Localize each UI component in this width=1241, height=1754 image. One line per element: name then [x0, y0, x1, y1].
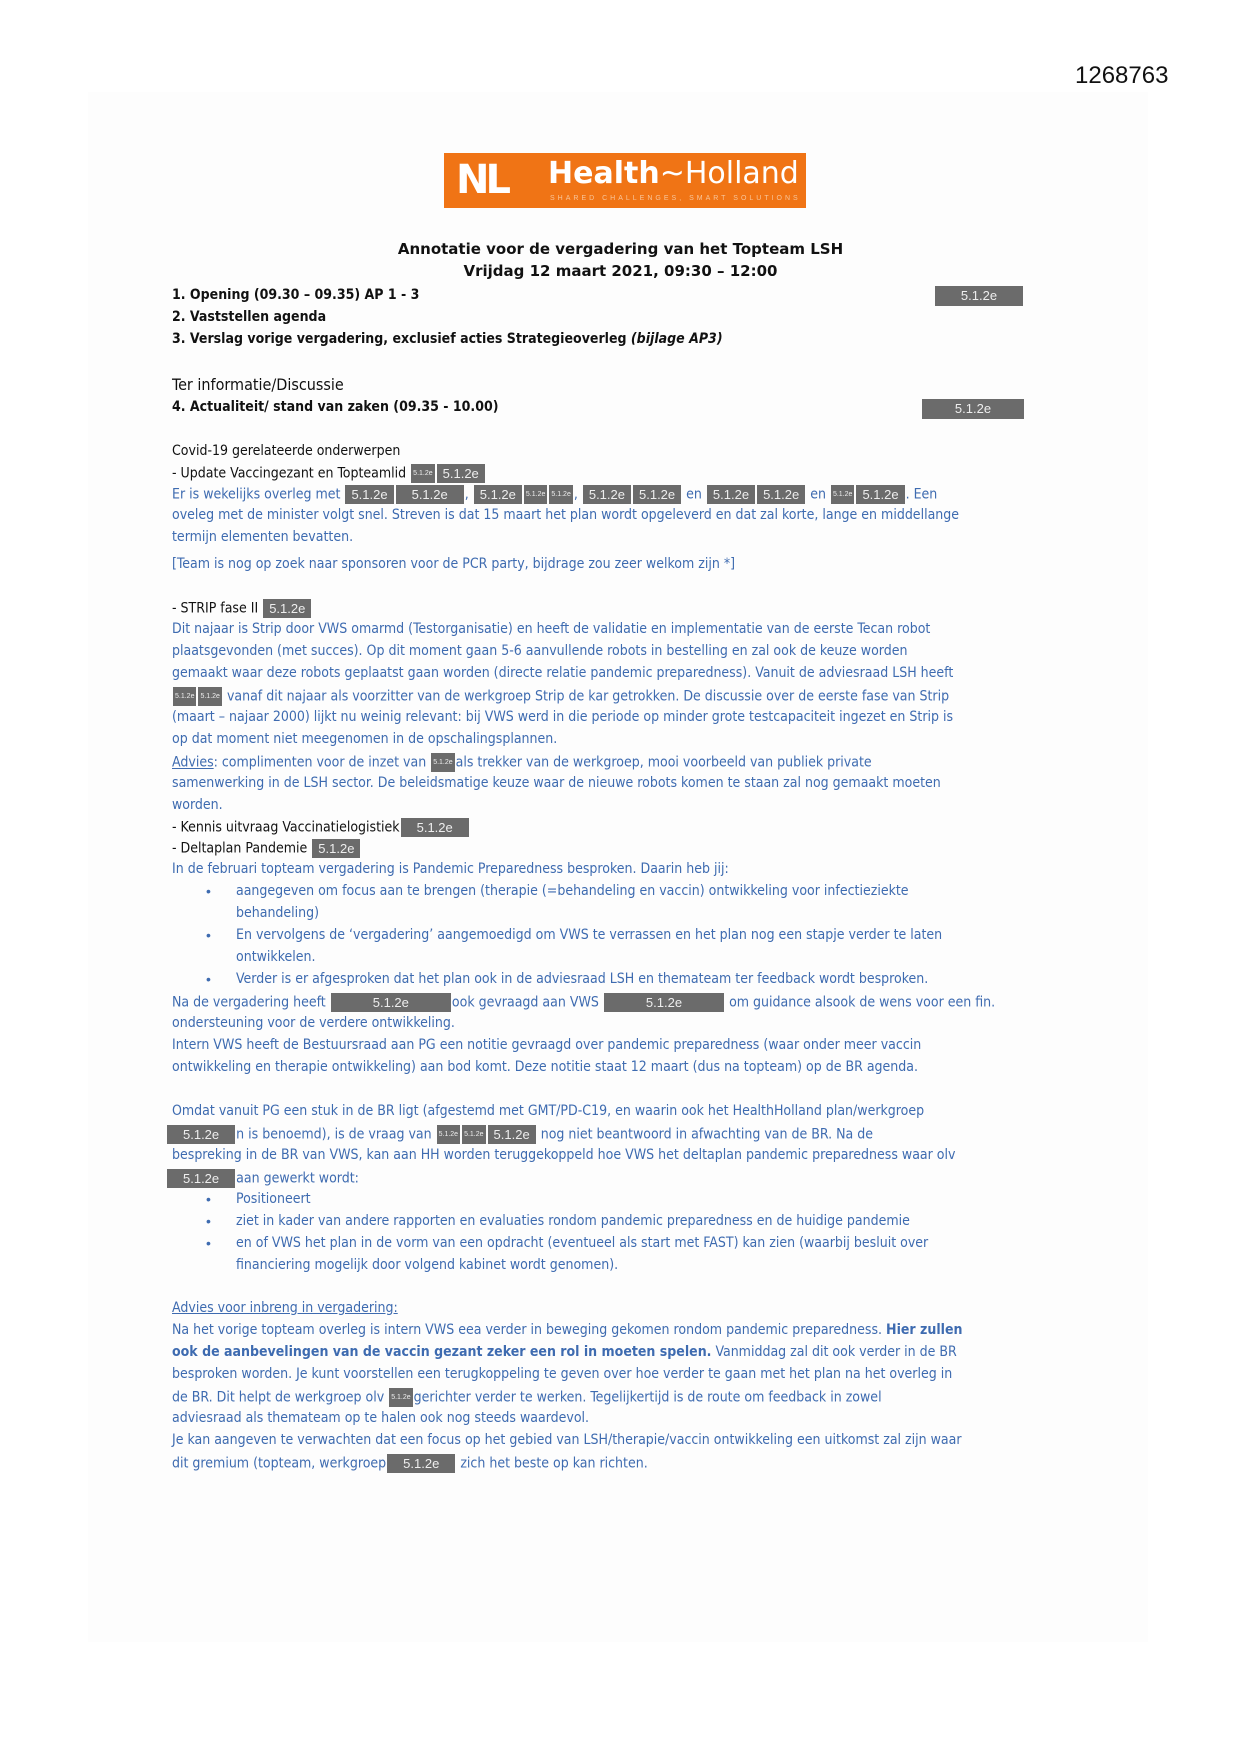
list-item: En vervolgens de ‘vergadering’ aangemoedigd om VWS te verrassen en het plan nog een stapje verder te laten: [236, 927, 943, 943]
covid-heading: Covid-19 gerelateerde onderwerpen: [172, 443, 401, 459]
bullet-icon: •: [206, 971, 211, 987]
redaction: 5.1.2e: [935, 286, 1023, 306]
strip-line: Dit najaar is Strip door VWS omarmd (Testorganisatie) en heeft de validatie en implementatie van de eerste Tecan robot: [172, 621, 931, 637]
health-holland-logo: [444, 153, 806, 208]
advies-inbreng-heading: Advies voor inbreng in vergadering:: [172, 1300, 398, 1316]
strip-line: plaatsgevonden (met succes). Op dit moment gaan 5-6 aanvullende robots in bestelling en zal ook de keuze worden: [172, 643, 908, 659]
advies-line: dit gremium (topteam, werkgroep 5.1.2e zich het beste op kan richten.: [172, 1455, 648, 1472]
bullet-icon: •: [206, 883, 211, 899]
intern-line2: ontwikkeling en therapie ontwikkeling) aan bod komt. Deze notitie staat 12 maart (dus na topteam) op de BR agenda.: [172, 1059, 919, 1075]
document-number: 1268763: [1075, 62, 1169, 89]
document-title: Annotatie voor de vergadering van het Topteam LSH: [397, 240, 844, 258]
list-item: ontwikkelen.: [236, 949, 316, 965]
vaccin-paragraph-line2: oveleg met de minister volgt snel. Streven is dat 15 maart het plan wordt opgeleverd en dat zal korte, lange en middellange: [172, 507, 960, 523]
advies-line: ook de aanbevelingen van de vaccin gezant zeker een rol in moeten spelen. Vanmiddag zal dit ook verder in de BR: [172, 1344, 957, 1360]
agenda-item-2: 2. Vaststellen agenda: [172, 309, 327, 325]
list-item: en of VWS het plan in de vorm van een opdracht (eventueel als start met FAST) kan zien (waarbij besluit over: [236, 1235, 929, 1251]
strip-heading: - STRIP fase II 5.1.2e: [172, 599, 312, 618]
logo-mark: NL: [456, 157, 507, 203]
logo-tagline: SHARED CHALLENGES, SMART SOLUTIONS: [550, 195, 801, 202]
strip-advies-line3: worden.: [172, 797, 223, 813]
agenda-item-3: 3. Verslag vorige vergadering, exclusief acties Strategieoverleg (bijlage AP3): [172, 331, 723, 347]
intern-line1: Intern VWS heeft de Bestuursraad aan PG een notitie gevraagd over pandemic preparedness (waar onder meer vaccin: [172, 1037, 922, 1053]
vaccin-note: [Team is nog op zoek naar sponsoren voor de PCR party, bijdrage zou zeer welkom zijn *]: [172, 556, 736, 572]
kennis-heading: - Kennis uitvraag Vaccinatielogistiek 5.1.2e: [172, 818, 470, 837]
vaccin-paragraph-line3: termijn elementen bevatten.: [172, 529, 354, 545]
list-item: aangegeven om focus aan te brengen (therapie (=behandeling en vaccin) ontwikkeling voor infectieziekte: [236, 883, 909, 899]
strip-line: op dat moment niet meegenomen in de opschalingsplannen.: [172, 731, 558, 747]
list-item: Verder is er afgesproken dat het plan ook in de adviesraad LSH en themateam ter feedback wordt besproken.: [236, 971, 929, 987]
logo-name: Health~Holland: [548, 156, 799, 191]
advies-line: besproken worden. Je kunt voorstellen een terugkoppeling te geven over hoe verder te gaan met het plan na het overleg in: [172, 1366, 953, 1382]
advies-line: Na het vorige topteam overleg is intern VWS eea verder in beweging gekomen rondom pandemic preparedness. Hier zullen: [172, 1322, 963, 1338]
agenda-item-4: 4. Actualiteit/ stand van zaken (09.35 - 10.00): [172, 399, 499, 415]
advies-line: de BR. Dit helpt de werkgroep olv 5.1.2e gerichter verder te werken. Tegelijkertijd is de route om feedback in zowel: [172, 1389, 882, 1406]
vaccin-heading: - Update Vaccingezant en Topteamlid 5.1.2e 5.1.2e: [172, 464, 486, 483]
bullet-icon: •: [206, 1191, 211, 1207]
advies-line: adviesraad als themateam op te halen ook nog steeds waardevol.: [172, 1410, 590, 1426]
advies-line: Je kan aangeven te verwachten dat een focus op het gebied van LSH/therapie/vaccin ontwikkeling een uitkomst zal zijn waar: [172, 1432, 962, 1448]
bullet-icon: •: [206, 1213, 211, 1229]
document-date: Vrijdag 12 maart 2021, 09:30 – 12:00: [463, 262, 778, 280]
omdat-line3: bespreking in de BR van VWS, kan aan HH worden teruggekoppeld hoe VWS het deltaplan pandemic preparedness waar olv: [172, 1147, 956, 1163]
list-item: Positioneert: [236, 1191, 311, 1207]
list-item: financiering mogelijk door volgend kabinet wordt genomen).: [236, 1257, 619, 1273]
redaction: 5.1.2e: [922, 399, 1024, 419]
list-item: ziet in kader van andere rapporten en evaluaties rondom pandemic preparedness en de huidige pandemie: [236, 1213, 910, 1229]
strip-line: gemaakt waar deze robots geplaatst gaan worden (directe relatie pandemic preparedness). Vanuit de adviesraad LSH heeft: [172, 665, 954, 681]
section-heading: Ter informatie/Discussie: [172, 375, 344, 394]
bullet-icon: •: [206, 1235, 211, 1251]
list-item: behandeling): [236, 905, 320, 921]
agenda-item-1: 1. Opening (09.30 – 09.35) AP 1 - 3: [172, 287, 420, 303]
omdat-line4: 5.1.2e aan gewerkt wordt:: [166, 1169, 359, 1188]
strip-line: 5.1.2e 5.1.2e vanaf dit najaar als voorzitter van de werkgroep Strip de kar getrokken. De discussie over de eerste fase van Strip: [175, 688, 950, 705]
omdat-line1: Omdat vanuit PG een stuk in de BR ligt (afgestemd met GMT/PD-C19, en waarin ook het HealthHolland plan/werkgroep: [172, 1103, 925, 1119]
na-vergadering-line2: ondersteuning voor de verdere ontwikkeling.: [172, 1015, 455, 1031]
na-vergadering: Na de vergadering heeft 5.1.2e ook gevraagd aan VWS 5.1.2e om guidance alsook de wens voor een fin.: [172, 994, 996, 1011]
vaccin-paragraph-line1: Er is wekelijks overleg met 5.1.2e 5.1.2e , 5.1.2e 5.1.2e 5.1.2e , 5.1.2e 5.1.2e en 5.1.2e 5.1.2e en 5.1.2e 5.1.2e . Een: [172, 486, 938, 503]
deltaplan-intro: In de februari topteam vergadering is Pandemic Preparedness besproken. Daarin heb jij:: [172, 861, 729, 877]
strip-line: (maart – najaar 2000) lijkt nu weinig relevant: bij VWS werd in die periode op minder grote testcapaciteit ingezet en Strip is: [172, 709, 954, 725]
strip-advies: Advies: complimenten voor de inzet van 5.1.2e als trekker van de werkgroep, mooi voorbeeld van publiek private: [172, 754, 872, 771]
strip-advies-line2: samenwerking in de LSH sector. De beleidsmatige keuze waar de nieuwe robots komen te staan zal nog gemaakt moeten: [172, 775, 941, 791]
omdat-line2: 5.1.2e n is benoemd), is de vraag van 5.1.2e 5.1.2e 5.1.2e nog niet beantwoord in afwachting van de BR. Na de: [166, 1125, 873, 1144]
deltaplan-heading: - Deltaplan Pandemie 5.1.2e: [172, 839, 361, 858]
bullet-icon: •: [206, 927, 211, 943]
